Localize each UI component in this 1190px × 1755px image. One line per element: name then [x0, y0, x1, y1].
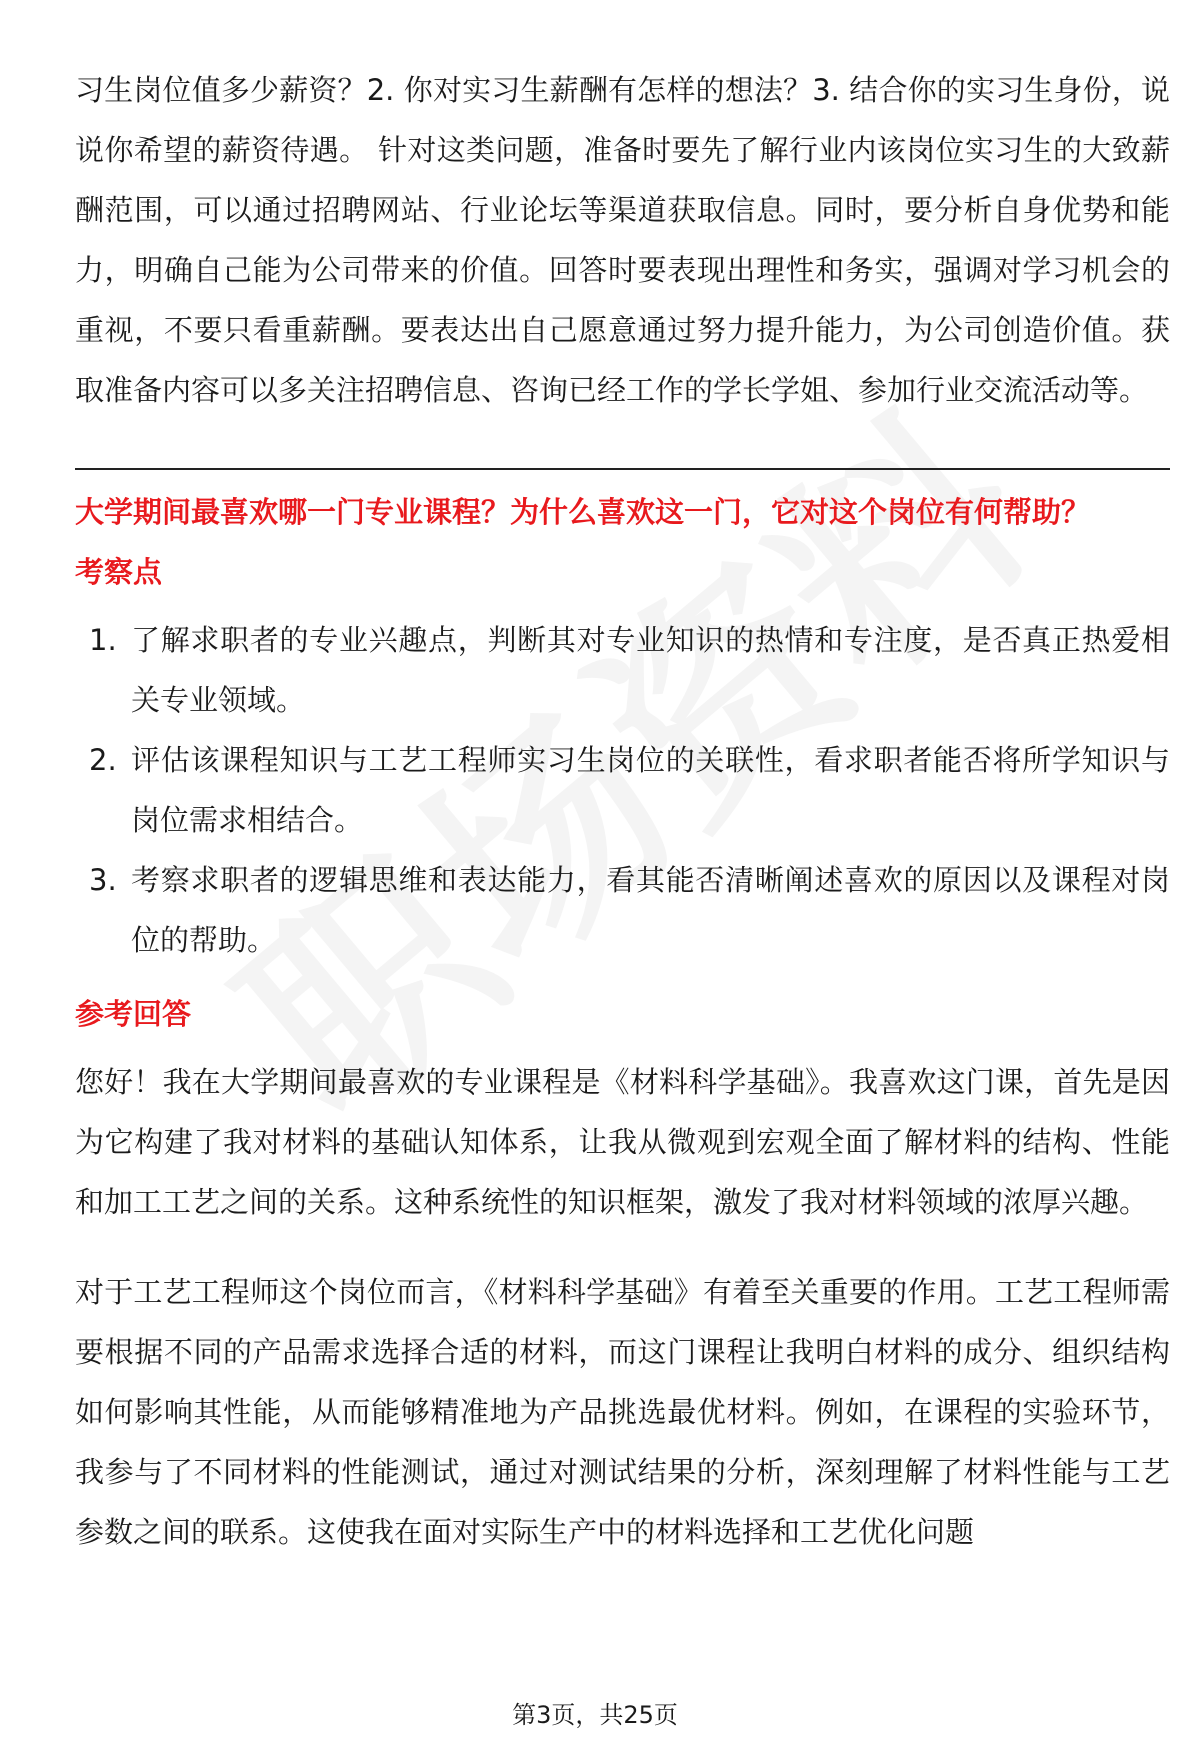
- reference-answer-label: 参考回答: [75, 997, 192, 1031]
- list-item-number: 3.: [89, 863, 117, 897]
- list-item: [75, 610, 1170, 730]
- exam-points-label: 考察点: [75, 555, 163, 589]
- answer-paragraph: 您好！我在大学期间最喜欢的专业课程是《材料科学基础》。我喜欢这门课，首先是因为它构建了我对材料的基础认知体系，让我从微观到宏观全面了解材料的结构、性能和加工工艺之间的关系。这种系统性的知识框架，激发了我对材料领域的浓厚兴趣。: [75, 1065, 1170, 1219]
- list-item: [75, 850, 1170, 970]
- answer-paragraph: 对于工艺工程师这个岗位而言，《材料科学基础》有着至关重要的作用。工艺工程师需要根据不同的产品需求选择合适的材料，而这门课程让我明白材料的成分、组织结构如何影响其性能，从而能够精准地为产品挑选最优材料。例如，在课程的实验环节，我参与了不同材料的性能测试，通过对测试结果的分析，深刻理解了材料性能与工艺参数之间的联系。这使我在面对实际生产中的材料选择和工艺优化问题: [75, 1275, 1170, 1549]
- list-item-text: 考察求职者的逻辑思维和表达能力，看其能否清晰阐述喜欢的原因以及课程对岗位的帮助。: [131, 863, 1170, 957]
- list-item-number: 1.: [89, 623, 117, 657]
- page-number-footer: 第3页，共25页: [512, 1701, 678, 1729]
- exam-points-list: [75, 610, 1170, 970]
- question-heading: 大学期间最喜欢哪一门专业课程？为什么喜欢这一门，它对这个岗位有何帮助？: [75, 495, 1091, 529]
- list-item-text: 评估该课程知识与工艺工程师实习生岗位的关联性，看求职者能否将所学知识与岗位需求相结合。: [131, 743, 1170, 837]
- intro-paragraph: 习生岗位值多少薪资？2. 你对实习生薪酬有怎样的想法？3. 结合你的实习生身份，说说你希望的薪资待遇。 针对这类问题，准备时要先了解行业内该岗位实习生的大致薪酬范围，可以通过招聘网站、行业论坛等渠道获取信息。同时，要分析自身优势和能力，明确自己能为公司带来的价值。回答时要表现出理性和务实，强调对学习机会的重视，不要只看重薪酬。要表达出自己愿意通过努力提升能力，为公司创造价值。获取准备内容可以多关注招聘信息、咨询已经工作的学长学姐、参加行业交流活动等。: [75, 73, 1170, 407]
- list-item-number: 2.: [89, 743, 117, 777]
- section-divider: [75, 468, 1170, 470]
- list-item: [75, 730, 1170, 850]
- list-item-text: 了解求职者的专业兴趣点，判断其对专业知识的热情和专注度，是否真正热爱相关专业领域。: [131, 623, 1170, 717]
- document-page: [75, 60, 1170, 1562]
